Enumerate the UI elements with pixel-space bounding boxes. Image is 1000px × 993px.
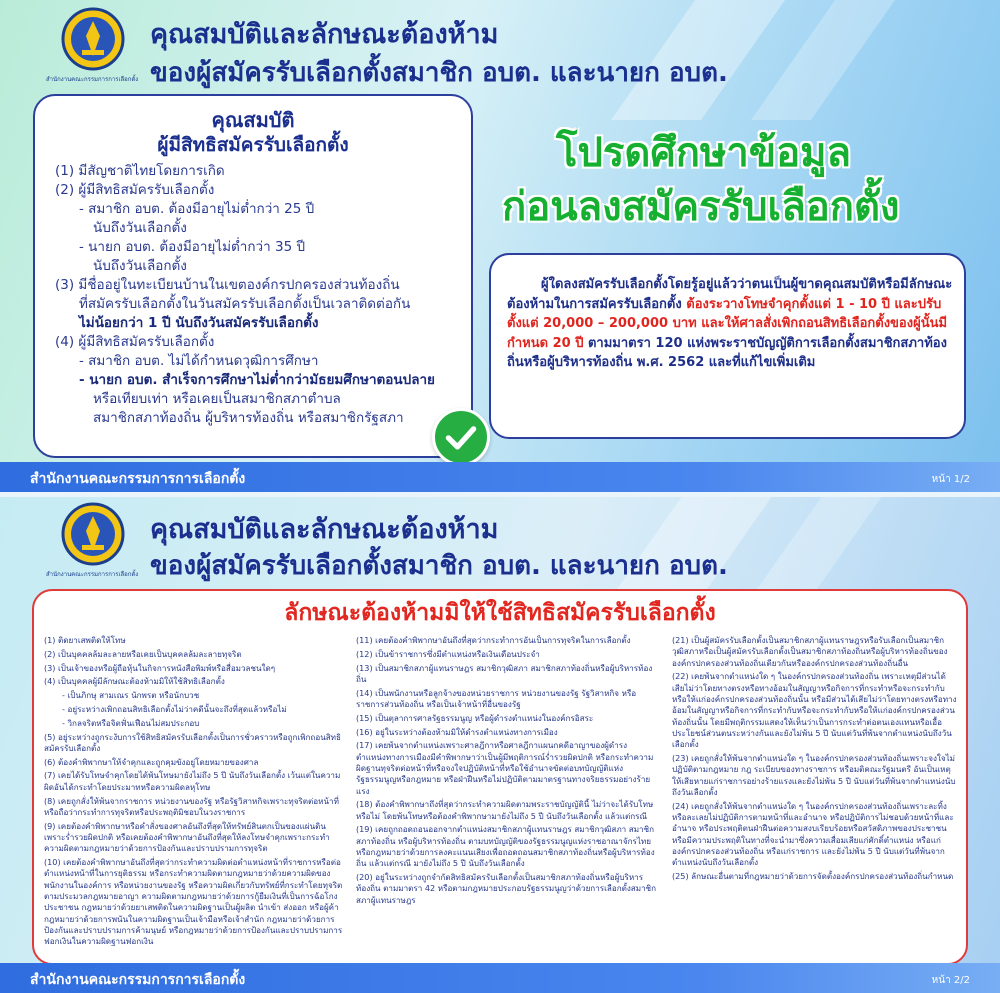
ect-emblem-logo [60,501,126,567]
list-item: (6) ต้องคำพิพากษาให้จำคุกและถูกคุมขังอยู่โดยหมายของศาล [44,756,259,767]
list-item: นับถึงวันเลือกตั้ง [93,258,187,274]
prohibitions-column-1 [44,635,344,950]
list-item: (24) เคยถูกสั่งให้พ้นจากตำแหน่งใด ๆ ในองค์กรปกครองส่วนท้องถิ่นเพราะละทิ้งหรือละเลยไม่ปฏิบัติการตามหน้าที่และอำนาจ หรือปฏิบัติการไม่ชอบด้วยหน้าที่และอำนาจ หรือประพฤติตนฝ่าฝืนต่อความสงบเรียบร้อยหรือสวัสดิภาพของประชาชน หรือมีความประพฤติในทางที่จะนำมาซึ่งความเสื่อมเสียแก่ศักดิ์ตำแหน่ง หรือแก่องค์กรปกครองส่วนท้องถิ่น หรือแก่ราชการ และยังไม่พ้น 5 ปี นับแต่วันที่พ้นจากตำแหน่งนับถึงวันเลือกตั้ง [672,800,954,868]
footer-organization: สำนักงานคณะกรรมการการเลือกตั้ง [30,471,246,487]
page-subtitle: ของผู้สมัครรับเลือกตั้งสมาชิก อบต. และนายก อบต. [150,58,728,88]
list-item: (25) ลักษณะอื่นตามที่กฎหมายว่าด้วยการจัดตั้งองค์กรปกครองส่วนท้องถิ่นกำหนด [672,870,954,881]
warning-part-3: ตามมาตรา 120 แห่งพระราชบัญญัติการเลือกตั้งสมาชิกสภาท้องถิ่นหรือผู้บริหารท้องถิ่น พ.ศ. 2562 และที่แก้ไขเพิ่มเติม [507,335,947,370]
list-item: - สมาชิก อบต. ต้องมีอายุไม่ต่ำกว่า 25 ปี [79,201,315,217]
page-title: คุณสมบัติและลักษณะต้องห้าม [150,19,499,50]
ect-emblem-logo [60,6,126,72]
list-item: (20) อยู่ในระหว่างถูกจำกัดสิทธิสมัครรับเลือกตั้งเป็นสมาชิกสภาท้องถิ่นหรือผู้บริหารท้องถิ่น ตามมาตรา 42 หรือตามกฎหมายประกอบรัฐธรรมนูญว่าด้วยการเลือกตั้งสมาชิกสภาผู้แทนราษฎร [356,872,657,905]
list-item: (11) เคยต้องคำพิพากษาอันถึงที่สุดว่ากระทำการอันเป็นการทุจริตในการเลือกตั้ง [356,635,631,645]
list-item: - นายก อบต. สำเร็จการศึกษาไม่ต่ำกว่ามัธยมศึกษาตอนปลาย [79,372,435,388]
list-item: (2) เป็นบุคคลล้มละลายหรือเคยเป็นบุคคลล้มละลายทุจริต [44,648,242,659]
list-item: (3) เป็นเจ้าของหรือผู้ถือหุ้นในกิจการหนังสือพิมพ์หรือสื่อมวลชนใดๆ [44,662,276,673]
list-item: - เป็นภิกษุ สามเณร นักพรต หรือนักบวช [62,690,200,701]
list-item: (14) เป็นพนักงานหรือลูกจ้างของหน่วยราชการ หน่วยงานของรัฐ รัฐวิสาหกิจ หรือราชการส่วนท้องถิ่น หรือเป็นเจ้าหน้าที่อื่นของรัฐ [356,687,637,709]
logo-caption: สำนักงานคณะกรรมการการเลือกตั้ง [46,76,139,83]
warning-part-1: ผู้ใดลงสมัครรับเลือกตั้งโดยรู้อยู่แล้วว่าตนเป็นผู้ขาดคุณสมบัติหรือมีลักษณะต้องห้ามในการสมัครรับเลือกตั้ง [507,277,953,312]
page-number: หน้า 2/2 [931,975,970,986]
page-subtitle: ของผู้สมัครรับเลือกตั้งสมาชิก อบต. และนายก อบต. [150,551,728,581]
prohibitions-column-3 [672,635,958,885]
list-item: (23) เคยถูกสั่งให้พ้นจากตำแหน่งใด ๆ ในองค์กรปกครองส่วนท้องถิ่นเพราะจงใจไม่ปฏิบัติตามกฎหมาย กฎ ระเบียบของทางราชการ หรือมติคณะรัฐมนตรี อันเป็นเหตุให้เสียหายแก่ราชการอย่างร้ายแรงและยังไม่พ้น 5 ปี นับแต่วันที่พ้นจากตำแหน่งนับถึงวันเลือกตั้ง [672,752,956,797]
check-mark-icon [432,408,490,466]
list-item: - วิกลจริตหรือจิตฟั่นเฟือนไม่สมประกอบ [62,717,200,728]
footer-bar [0,462,1000,492]
qualifications-list [55,162,465,428]
list-item: (5) อยู่ระหว่างถูกระงับการใช้สิทธิสมัครรับเลือกตั้งเป็นการชั่วคราวหรือถูกเพิกถอนสิทธิสมัครรับเลือกตั้ง [44,731,341,753]
study-heading-line1: โปรดศึกษาข้อมูล [556,130,852,176]
list-item: (21) เป็นผู้สมัครรับเลือกตั้งเป็นสมาชิกสภาผู้แทนราษฎรหรือรับเลือกเป็นสมาชิกวุฒิสภาหรือเป็นผู้สมัครรับเลือกตั้งเป็นสมาชิกสภาท้องถิ่นหรือผู้บริหารท้องถิ่นขององค์กรปกครองส่วนท้องถิ่นเดียวกันหรือองค์กรปกครองส่วนท้องถิ่นอื่น [672,635,948,668]
penalty-warning-text [507,275,953,373]
list-item: (12) เป็นข้าราชการซึ่งมีตำแหน่งหรือเงินเดือนประจำ [356,648,540,659]
decorative-stripe [751,0,909,120]
prohibitions-column-2 [356,635,656,909]
list-item: - สมาชิก อบต. ไม่ได้กำหนดวุฒิการศึกษา [79,353,319,369]
list-item: (8) เคยถูกสั่งให้พ้นจากราชการ หน่วยงานของรัฐ หรือรัฐวิสาหกิจเพราะทุจริตต่อหน้าที่หรือถือว่ากระทำการทุจริตหรือประพฤติมิชอบในวงราชการ [44,795,339,817]
warning-part-2: ต้องระวางโทษจำคุกตั้งแต่ 1 - 10 ปี และปรับตั้งแต่ 20,000 – 200,000 บาท และให้ศาลสั่งเพิกถอนสิทธิเลือกตั้งของผู้นั้นมีกำหนด 20 ปี [507,296,948,351]
list-item: (4) ผู้มีสิทธิสมัครรับเลือกตั้ง [55,334,215,350]
list-item: - นายก อบต. ต้องมีอายุไม่ต่ำกว่า 35 ปี [79,239,306,255]
list-item: (15) เป็นตุลาการศาลรัฐธรรมนูญ หรือผู้ดำรงตำแหน่งในองค์กรอิสระ [356,712,594,723]
qualifications-heading: คุณสมบัติ [211,108,295,132]
page-2 [0,497,1000,993]
list-item: (13) เป็นสมาชิกสภาผู้แทนราษฎร สมาชิกวุฒิสภา สมาชิกสภาท้องถิ่นหรือผู้บริหารท้องถิ่น [356,662,653,684]
penalty-warning-panel [489,253,966,439]
logo-caption: สำนักงานคณะกรรมการการเลือกตั้ง [46,571,139,578]
list-item: (19) เคยถูกถอดถอนออกจากตำแหน่งสมาชิกสภาผู้แทนราษฎร สมาชิกวุฒิสภา สมาชิกสภาท้องถิ่น หรือผู้บริหารท้องถิ่น ตามบทบัญญัติของรัฐธรรมนูญแห่งราชอาณาจักรไทย หรือกฎหมายว่าด้วยการลงคะแนนเสียงเพื่อถอดถอนสมาชิกสภาท้องถิ่นหรือผู้บริหารท้องถิ่น แล้วแต่กรณี มายังไม่ถึง 5 ปี นับถึงวันเลือกตั้ง [356,824,655,869]
list-item: (17) เคยพ้นจากตำแหน่งเพราะศาลฎีกาหรือศาลฎีกาแผนกคดีอาญาของผู้ดำรงตำแหน่งทางการเมืองมีคำพิพากษาว่าเป็นผู้มีพฤติการณ์ร่ำรวยผิดปกติ หรือกระทำความผิดฐานทุจริตต่อหน้าที่หรือจงใจปฏิบัติหน้าที่หรือใช้อำนาจขัดต่อบทบัญญัติแห่งรัฐธรรมนูญหรือกฎหมาย หรือฝ่าฝืนหรือไม่ปฏิบัติตามมาตรฐานทางจริยธรรมอย่างร้ายแรง [356,740,654,796]
list-item: (10) เคยต้องคำพิพากษาอันถึงที่สุดว่ากระทำความผิดต่อตำแหน่งหน้าที่ราชการหรือต่อตำแหน่งหน้าที่ในการยุติธรรม หรือกระทำความผิดตามกฎหมายว่าด้วยความผิดของพนักงานในองค์การ หรือหน่วยงานของรัฐ หรือความผิดเกี่ยวกับทรัพย์ที่กระทำโดยทุจริตตามประมวลกฎหมายอาญา ความผิดตามกฎหมายว่าด้วยการกู้ยืมเงินที่เป็นการฉ้อโกงประชาชน กฎหมายว่าด้วยยาเสพติดในความผิดฐานเป็นผู้ผลิต นำเข้า ส่งออก หรือผู้ค้า กฎหมายว่าด้วยการพนันในความผิดฐานเป็นเจ้ามือหรือเจ้าสำนัก กฎหมายว่าด้วยการป้องกันและปราบปรามการค้ามนุษย์ หรือกฎหมายว่าด้วยการป้องกันและปราบปรามการฟอกเงินในความผิดฐานฟอกเงิน [44,857,343,947]
footer-bar [0,963,1000,993]
qualifications-subheading: ผู้มีสิทธิสมัครรับเลือกตั้ง [157,134,349,156]
page-title: คุณสมบัติและลักษณะต้องห้าม [150,514,499,545]
list-item: นับถึงวันเลือกตั้ง [93,220,187,236]
list-item: สมาชิกสภาท้องถิ่น ผู้บริหารท้องถิ่น หรือสมาชิกรัฐสภา [93,410,404,426]
page-1 [0,0,1000,492]
footer-organization: สำนักงานคณะกรรมการการเลือกตั้ง [30,972,246,988]
list-item: (18) ต้องคำพิพากษาถึงที่สุดว่ากระทำความผิดตามพระราชบัญญัตินี้ ไม่ว่าจะได้รับโทษหรือไม่ โดยพ้นโทษหรือต้องคำพิพากษามายังไม่ถึง 5 ปี นับถึงวันเลือกตั้ง แล้วแต่กรณี [356,799,654,821]
list-item: (7) เคยได้รับโทษจำคุกโดยได้พ้นโทษมายังไม่ถึง 5 ปี นับถึงวันเลือกตั้ง เว้นแต่ในความผิดอันได้กระทำโดยประมาทหรือความผิดลหุโทษ [44,770,341,792]
list-item: (2) ผู้มีสิทธิสมัครรับเลือกตั้ง [55,182,215,198]
list-item: (1) มีสัญชาติไทยโดยการเกิด [55,163,225,179]
list-item: ไม่น้อยกว่า 1 ปี นับถึงวันสมัครรับเลือกตั้ง [79,315,319,331]
qualifications-panel [33,94,473,458]
list-item: (3) มีชื่ออยู่ในทะเบียนบ้านในเขตองค์กรปกครองส่วนท้องถิ่น [55,277,400,293]
list-item: (4) เป็นบุคคลผู้มีลักษณะต้องห้ามมิให้ใช้สิทธิเลือกตั้ง [44,676,225,687]
list-item: (22) เคยพ้นจากตำแหน่งใด ๆ ในองค์กรปกครองส่วนท้องถิ่น เพราะเหตุมีส่วนได้เสียไม่ว่าโดยทางตรงหรือทางอ้อมในสัญญาหรือกิจการที่กระทำหรือจะกระทำกับหรือให้แก่องค์กรปกครองส่วนท้องถิ่นนั้น หรือมีส่วนได้เสียไม่ว่าโดยทางตรงหรือทางอ้อมในสัญญาหรือกิจการที่กระทำกับหรือจะกระทำกับหรือให้แก่องค์กรปกครองส่วนท้องถิ่นนั้น โดยมีพฤติกรรมแสดงให้เห็นว่าเป็นการกระทำต่อตนเองแทนหรือเอื้อประโยชน์ส่วนตนระหว่างกันและยังไม่พ้น 5 ปี นับแต่วันที่พ้นจากตำแหน่งนับถึงวันเลือกตั้ง [672,671,957,750]
list-item: หรือเทียบเท่า หรือเคยเป็นสมาชิกสภาตำบล [93,391,341,407]
list-item: (9) เคยต้องคำพิพากษาหรือคำสั่งของศาลอันถึงที่สุดให้ทรัพย์สินตกเป็นของแผ่นดินเพราะร่ำรวยผิดปกติ หรือเคยต้องคำพิพากษาอันถึงที่สุดให้ลงโทษจำคุกเพราะกระทำความผิดตามกฎหมายว่าด้วยการป้องกันและปราบปรามการทุจริต [44,820,330,854]
list-item: ที่สมัครรับเลือกตั้งในวันสมัครรับเลือกตั้งเป็นเวลาติดต่อกัน [79,296,411,312]
page-number: หน้า 1/2 [931,474,970,485]
study-heading-line2: ก่อนลงสมัครรับเลือกตั้ง [502,184,900,230]
list-item: (1) ติดยาเสพติดให้โทษ [44,635,126,645]
prohibitions-heading: ลักษณะต้องห้ามมิให้ใช้สิทธิสมัครรับเลือกตั้ง [284,600,716,626]
list-item: (16) อยู่ในระหว่างต้องห้ามมิให้ดำรงตำแหน่งทางการเมือง [356,726,558,737]
prohibitions-panel [32,589,968,965]
list-item: - อยู่ระหว่างเพิกถอนสิทธิเลือกตั้งไม่ว่าคดีนั้นจะถึงที่สุดแล้วหรือไม่ [62,703,287,714]
